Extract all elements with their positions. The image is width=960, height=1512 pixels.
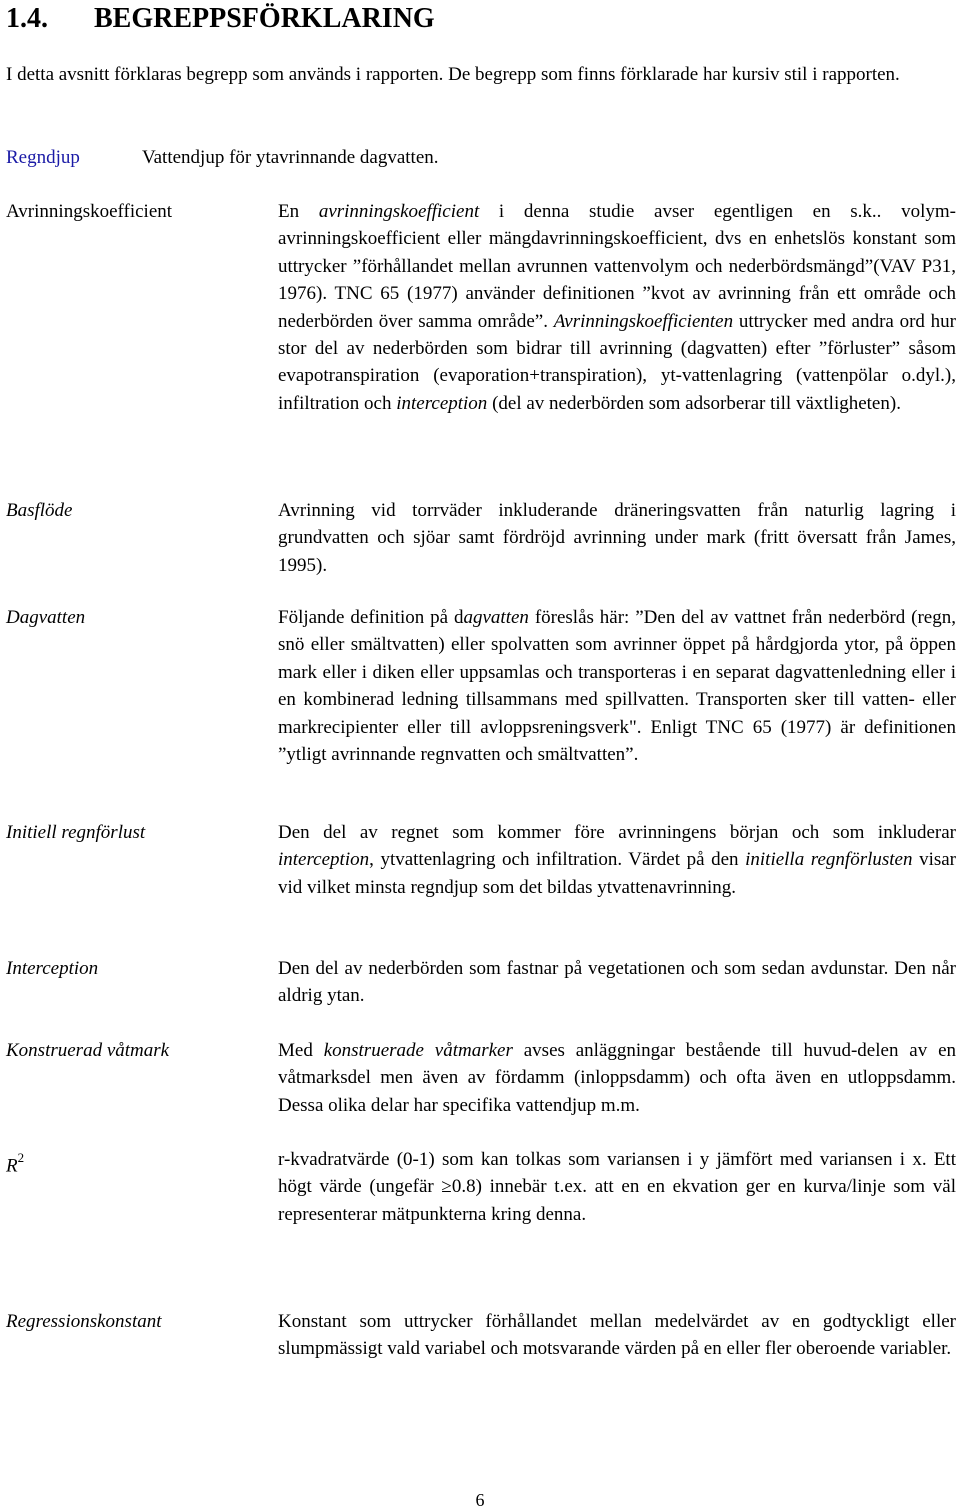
definition-text: (del av nederbörden som adsorberar till växtligheten). [487, 392, 901, 414]
definition-text: Följande definition på d [278, 607, 464, 628]
definition-emphasis: agvatten [463, 607, 529, 628]
definition-text: En [278, 201, 319, 222]
term-r2-superscript: 2 [17, 1150, 25, 1165]
term-basflode: Basflöde [6, 500, 73, 521]
definition-r2: r-kvadratvärde (0-1) som kan tolkas som variansen i y jämfört med variansen i x. Ett högt värde (ungefär ≥0.8) innebär t.ex. att en en ekvation ger en kurva/linje som väl representerar mätpunkterna kring denna. [278, 1149, 956, 1225]
definition-text: Den del av regnet som kommer före avrinningens början och som inkluderar [278, 822, 956, 843]
definition-basflode: Avrinning vid torrväder inkluderande dräneringsvatten från naturlig lagring i grundvatten och sjöar samt fördröjd avrinning under mark (fritt översatt från James, 1995). [278, 500, 956, 576]
section-title: BEGREPPSFÖRKLARING [94, 3, 435, 34]
term-regndjup[interactable]: Regndjup [6, 147, 80, 168]
definition-emphasis: interception [396, 392, 488, 414]
definition-emphasis: konstruerade våtmarker [323, 1040, 513, 1061]
term-avrinningskoefficient: Avrinningskoefficient [6, 201, 173, 222]
definition-regressionskonstant: Konstant som uttrycker förhållandet mellan medelvärdet av en godtyckligt eller slumpmässigt vald variabel och motsvarande värden på en eller fler oberoende variabler. [278, 1311, 956, 1360]
term-konstruerad-vatmark: Konstruerad våtmark [6, 1040, 170, 1061]
definition-emphasis: avrinningskoefficient [318, 201, 480, 222]
definition-text: föreslås här: ”Den del av vattnet från nederbörd (regn, snö eller smältvatten) eller spolvatten som avrinner öppet på hårdgjorda ytor, på öppen mark eller i diken eller uppsamlas och transporteras i en separat dagvattenledning eller i en kombinerad ledning tillsammans med spillvatten. Transporten sker till vatten- eller markrecipienter eller till avloppsreningsverk". Enligt TNC 65 (1977) är definitionen ”ytligt avrinnande regnvatten och smältvatten”. [278, 607, 956, 766]
definition-text: visar vid vilket minsta regndjup som det bildas ytvattenavrinning. [278, 849, 956, 898]
definition-regndjup: Vattendjup för ytavrinnande dagvatten. [142, 147, 439, 168]
page-number: 6 [475, 1490, 485, 1510]
section-number: 1.4. [6, 3, 48, 34]
intro-paragraph: I detta avsnitt förklaras begrepp som används i rapporten. De begrepp som finns förklarade har kursiv stil i rapporten. [6, 64, 900, 85]
definition-text: avses anläggningar bestående till huvud-delen av en våtmarksdel men även av fördamm (inloppsdamm) och ofta även en utloppsdamm. Dessa olika delar har specifika vattendjup m.m. [278, 1040, 957, 1116]
definition-dagvatten [278, 604, 956, 768]
definition-initiell-regnforlust [278, 819, 956, 901]
definition-text: , ytvattenlagring och infiltration. Värdet på den [369, 849, 746, 871]
term-r2-letter: R [6, 1155, 18, 1177]
section-heading [6, 2, 435, 36]
term-interception: Interception [6, 958, 99, 979]
definition-interception: Den del av nederbörden som fastnar på vegetationen och som sedan avdunstar. Den når aldrig ytan. [278, 958, 956, 1007]
definition-text: i denna studie avser egentligen en s.k.. volym-avrinningskoefficient eller mängdavrinningskoefficient, dvs en enhetslös konstant som uttrycker ”förhållandet mellan avrunnen vattenvolym och nederbördsmängd”(VAV P31, 1976). TNC 65 (1977) använder definitionen ”kvot av avrinning från ett område och nederbörden över samma område”. [278, 201, 957, 332]
definition-text: Med [278, 1040, 324, 1061]
term-r2 [6, 1146, 24, 1179]
definition-emphasis: initiella regnförlusten [745, 849, 913, 871]
definition-text: uttrycker med andra ord hur stor del av nederbörden som bidrar till avrinning (dagvatten) efter ”förluster” såsom evapotranspiration (evaporation+transpiration), yt-vattenlagring (vattenpölar o.dyl.), infiltration och [278, 310, 957, 414]
definition-emphasis: Avrinningskoefficienten [553, 310, 734, 332]
term-dagvatten: Dagvatten [6, 607, 86, 628]
term-initiell-regnforlust: Initiell regnförlust [6, 822, 146, 843]
definition-konstruerad-vatmark [278, 1037, 956, 1119]
definition-avrinningskoefficient [278, 198, 956, 417]
term-regressionskonstant: Regressionskonstant [6, 1311, 162, 1332]
definition-emphasis: interception [278, 849, 370, 871]
